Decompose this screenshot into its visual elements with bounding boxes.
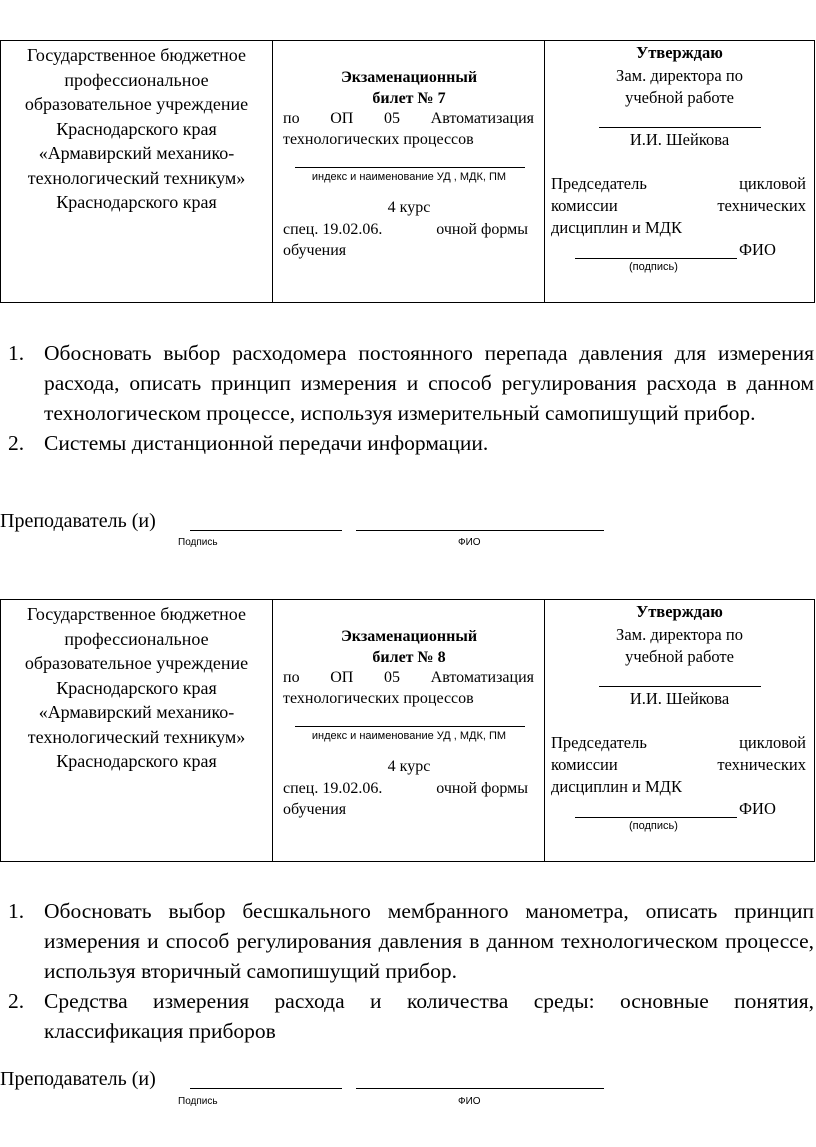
chair-line-3: дисциплин и МДК	[551, 218, 682, 237]
question-text: Обосновать выбор бесшкального мембранного манометра, описать принцип измерения и способ регулирования давления в данном технологическом процессе, используя вторичный самопишущий прибор.	[44, 899, 814, 983]
subject-line-2: технологических процессов	[283, 131, 474, 148]
subject-line-1: по ОП 05 Автоматизация	[283, 110, 534, 127]
approve-heading: Утверждаю	[636, 43, 723, 62]
index-caption: индекс и наименование УД , МДК, ПМ	[311, 730, 507, 742]
chair-fio: ФИО	[739, 240, 776, 259]
question-item	[0, 896, 816, 986]
specialty: спец. 19.02.06.	[283, 221, 383, 238]
chair-line-2: комиссии технических	[551, 755, 806, 774]
deputy-title: Зам. директора по учебной работе	[616, 625, 743, 666]
deputy-signature-line	[599, 127, 761, 128]
question-item	[0, 986, 816, 1046]
deputy-name: И.И. Шейкова	[629, 689, 730, 708]
question-number: 1.	[8, 899, 25, 923]
specialty: спец. 19.02.06.	[283, 780, 383, 797]
chair-line-2: комиссии технических	[551, 196, 806, 215]
teacher-fio-caption: ФИО	[458, 537, 481, 548]
question-number: 2.	[8, 431, 25, 455]
deputy-title: Зам. директора по учебной работе	[616, 66, 743, 107]
teacher-fio-line	[356, 530, 604, 531]
institution-cell	[1, 41, 273, 302]
study-word: обучения	[283, 801, 347, 818]
questions-ticket-8	[0, 896, 816, 1046]
study-form: очной формы	[436, 221, 528, 238]
ticket-header-table	[0, 599, 815, 862]
ticket-number: билет № 8	[372, 649, 446, 666]
course: 4 курс	[387, 199, 431, 216]
index-caption: индекс и наименование УД , МДК, ПМ	[311, 171, 507, 183]
ticket-header-table	[0, 40, 815, 303]
chair-signature-line	[575, 817, 737, 818]
teacher-fio-line	[356, 1088, 604, 1089]
teacher-signature-line	[190, 1088, 342, 1089]
question-number: 2.	[8, 989, 25, 1013]
specialty-row	[283, 779, 528, 799]
study-form: очной формы	[436, 780, 528, 797]
ticket-info-cell	[273, 41, 545, 302]
chair-line-3: дисциплин и МДК	[551, 777, 682, 796]
institution-cell	[1, 600, 273, 861]
teacher-signature-caption: Подпись	[178, 1096, 218, 1107]
index-underline	[295, 726, 525, 727]
ticket-title	[273, 67, 545, 109]
chair-signature-line	[575, 258, 737, 259]
institution-name: Государственное бюджетное профессиональное образовательное учреждение Краснодарского края «Армавирский механико-технологический техникум» Краснодарского края	[24, 45, 249, 212]
chair-line-1: Председатель цикловой	[551, 733, 806, 752]
question-text: Системы дистанционной передачи информации.	[44, 431, 489, 455]
chair-fio: ФИО	[739, 799, 776, 818]
ticket-title-line-1: Экзаменационный	[340, 628, 478, 645]
course: 4 курс	[387, 758, 431, 775]
teacher-label: Преподаватель (и)	[0, 510, 156, 532]
index-underline	[295, 167, 525, 168]
question-text: Обосновать выбор расходомера постоянного перепада давления для измерения расхода, описать принцип измерения и способ регулирования расхода в данном технологическом процессе, используя измерительный самопишущий прибор.	[44, 341, 814, 425]
specialty-row	[283, 220, 528, 240]
teacher-signature-line	[190, 530, 342, 531]
ticket-title	[273, 626, 545, 668]
approval-cell	[545, 600, 814, 861]
deputy-signature-line	[599, 686, 761, 687]
subject-line-2: технологических процессов	[283, 690, 474, 707]
ticket-title-line-1: Экзаменационный	[340, 69, 478, 86]
questions-ticket-7	[0, 338, 816, 458]
subject-line-1: по ОП 05 Автоматизация	[283, 669, 534, 686]
approval-cell	[545, 41, 814, 302]
question-text: Средства измерения расхода и количества среды: основные понятия, классификация приборов	[44, 989, 814, 1043]
deputy-name: И.И. Шейкова	[629, 130, 730, 149]
teacher-fio-caption: ФИО	[458, 1096, 481, 1107]
ticket-info-cell	[273, 600, 545, 861]
question-item	[0, 338, 816, 428]
chair-line-1: Председатель цикловой	[551, 174, 806, 193]
ticket-number: билет № 7	[372, 90, 446, 107]
study-word: обучения	[283, 242, 347, 259]
approve-heading: Утверждаю	[636, 602, 723, 621]
institution-name: Государственное бюджетное профессиональное образовательное учреждение Краснодарского края «Армавирский механико-технологический техникум» Краснодарского края	[24, 604, 249, 771]
teacher-label: Преподаватель (и)	[0, 1068, 156, 1090]
teacher-signature-caption: Подпись	[178, 537, 218, 548]
chair-title	[551, 173, 806, 239]
question-number: 1.	[8, 341, 25, 365]
chair-title	[551, 732, 806, 798]
chair-signature-caption: (подпись)	[629, 261, 678, 273]
question-item	[0, 428, 816, 458]
chair-signature-caption: (подпись)	[629, 820, 678, 832]
